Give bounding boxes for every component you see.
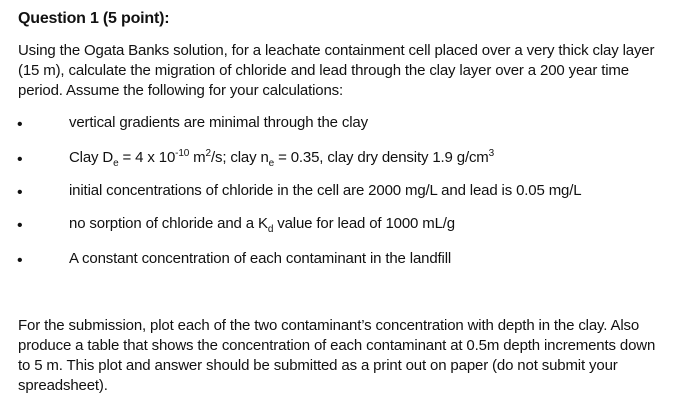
- subscript: d: [267, 224, 274, 235]
- text-run: = 0.35, clay dry density 1.9 g/cm: [274, 149, 489, 166]
- submission-line: For the submission, plot each of the two contaminant’s concentration with depth in the clay. Also: [18, 317, 640, 334]
- assumption-constant-concentration: A constant concentration of each contaminant in the landfill: [69, 250, 452, 267]
- intro-paragraph: [18, 41, 682, 101]
- assumption-sorption: [69, 214, 455, 234]
- subscript: e: [268, 158, 275, 169]
- superscript: -10: [175, 148, 190, 159]
- bullet-icon: •: [17, 252, 23, 269]
- list-item: [0, 249, 700, 271]
- list-item: [0, 148, 700, 170]
- list-item: [0, 214, 700, 236]
- subscript: e: [113, 158, 119, 169]
- intro-line: period. Assume the following for your calculations:: [18, 82, 344, 99]
- list-item: [0, 181, 700, 203]
- submission-line: produce a table that shows the concentration of each contaminant at 0.5m depth increments down: [18, 337, 656, 354]
- bullet-icon: •: [17, 184, 23, 201]
- bullet-icon: •: [17, 217, 23, 234]
- submission-line: spreadsheet).: [18, 377, 108, 394]
- text-run: = 4 x 10: [118, 149, 176, 166]
- text-run: m: [189, 149, 206, 166]
- submission-line: to 5 m. This plot and answer should be submitted as a print out on paper (do not submit your: [18, 357, 618, 374]
- intro-line: (15 m), calculate the migration of chloride and lead through the clay layer over a 200 year time: [18, 62, 629, 79]
- superscript: 2: [205, 148, 211, 159]
- text-run: Clay D: [69, 149, 114, 166]
- assumption-initial-concentrations: initial concentrations of chloride in the cell are 2000 mg/L and lead is 0.05 mg/L: [69, 182, 582, 199]
- bullet-icon: •: [17, 151, 23, 168]
- assumption-clay-properties: [69, 148, 494, 168]
- text-run: value for lead of 1000 mL/g: [273, 215, 456, 232]
- intro-line: Using the Ogata Banks solution, for a leachate containment cell placed over a very thick clay layer: [18, 42, 655, 59]
- question-heading: Question 1 (5 point):: [18, 10, 170, 27]
- text-run: no sorption of chloride and a K: [69, 215, 268, 232]
- assumption-gradients: vertical gradients are minimal through the clay: [69, 114, 368, 131]
- text-run: /s; clay n: [210, 149, 269, 166]
- list-item: [0, 113, 700, 135]
- submission-paragraph: [18, 316, 682, 396]
- superscript: 3: [488, 148, 495, 159]
- bullet-icon: •: [17, 116, 23, 133]
